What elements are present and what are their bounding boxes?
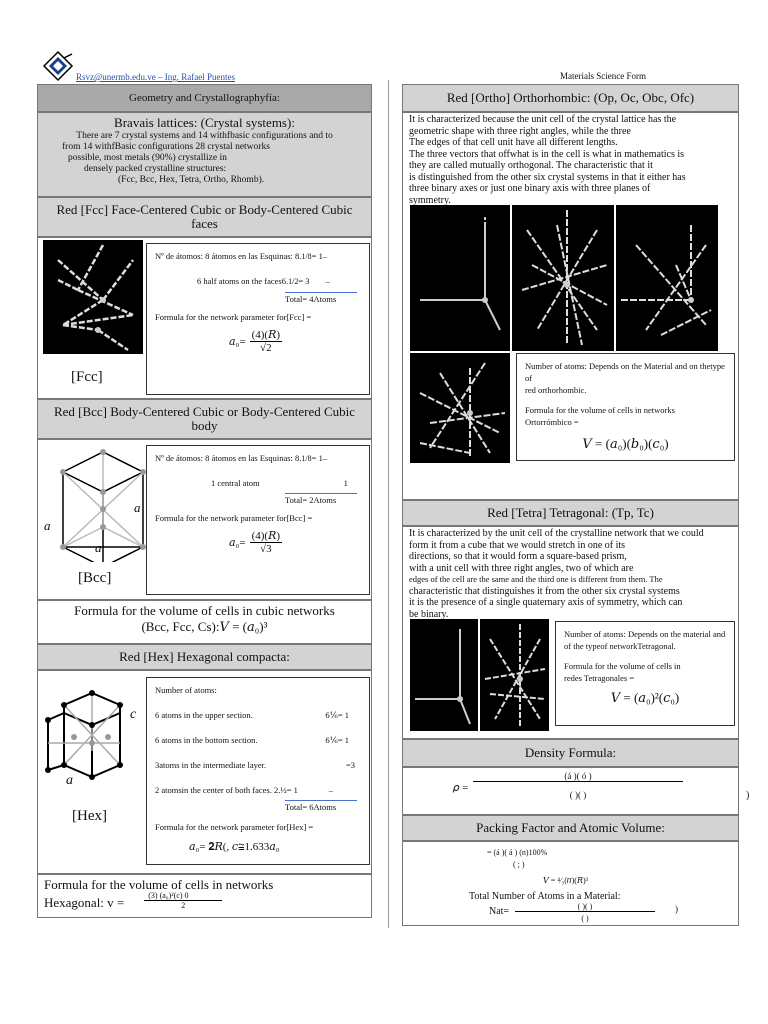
ortho-atoms-line: Number of atoms: Depends on the Material and on thetype of — [525, 361, 725, 383]
hex-row-1 — [155, 709, 361, 734]
hex-volume-panel — [37, 874, 372, 918]
ortho-formula-box — [516, 353, 735, 461]
bcc-title: Red [Bcc] Body-Centered Cubic or Body-Centered Cubic body — [53, 403, 356, 433]
ortho-line-3: The edges of that cell unit have all different lengths. — [409, 137, 618, 148]
density-paren: ) — [746, 790, 750, 801]
fcc-label: [Fcc] — [71, 369, 103, 385]
hex-volume-den: 2 — [181, 901, 186, 910]
fcc-panel — [37, 237, 372, 399]
geometry-section-title — [37, 84, 372, 112]
tetra-title: Red [Tetra] Tetragonal: (Tp, Tc) — [487, 504, 654, 520]
bcc-atoms-frac: 1/8 — [301, 454, 312, 463]
density-lhs: 𝜌 = — [453, 782, 469, 794]
tetra-line-3: directions, so that it would form a square-based prism, — [409, 551, 627, 562]
fcc-title-bar — [37, 197, 372, 237]
tetra-formula-box — [555, 621, 735, 726]
ortho-atoms-line2: red orthorhombic. — [525, 385, 587, 395]
tetra-vol-label: Formula for the volume of cells in — [564, 661, 681, 671]
hex-row-4 — [155, 784, 361, 798]
fcc-atoms-frac: 1/8 — [301, 252, 312, 261]
tetra-line-8: be binary. — [409, 608, 449, 620]
bcc-formula-num: (4)(𝑅) — [251, 530, 281, 542]
fcc-lattice-image — [43, 240, 143, 354]
bcc-total: Total= 2Atoms — [285, 495, 337, 505]
bravais-line-3: possible, most metals (90%) crystallize in — [68, 153, 227, 163]
geometry-title-text: Geometry and Crystallographyfía: — [129, 91, 280, 104]
hex-label: [Hex] — [72, 808, 107, 824]
tetra-image-1 — [410, 619, 478, 731]
ortho-title-bar — [402, 84, 739, 112]
bcc-fraction — [250, 530, 282, 555]
tetra-line-6: characteristic that distinguishes it from the other six crystal systems — [409, 585, 680, 597]
hex-volume-line1: Formula for the volume of cells in networks — [44, 877, 274, 892]
tetra-formula: 𝑉 = (𝑎₀)²(𝑐₀) — [610, 690, 680, 705]
ortho-line-2: geometric shape with three right angles, while the three — [409, 125, 631, 137]
logo-icon — [42, 50, 74, 82]
tetra-description — [403, 527, 738, 620]
ortho-vol-label: Formula for the volume of cells in networks — [525, 405, 675, 415]
fcc-formula-box — [146, 243, 370, 395]
tetra-panel — [402, 526, 739, 739]
packing-nat-bot: ( ) — [581, 914, 589, 923]
density-title: Density Formula: — [524, 744, 617, 760]
bcc-formula-lhs: 𝑎₀= — [229, 536, 246, 549]
packing-line2: 𝑉 = ⁴⁄₃(𝜋)(𝑅)³ — [543, 876, 589, 885]
hex-param-label: Formula for the network parameter for[Hex] = — [155, 822, 314, 832]
hex-row-0-text: Number of atoms: — [155, 685, 217, 695]
fcc-half-line: 6 half atoms on the faces6. — [197, 276, 289, 286]
hex-volume-line2: Hexagonal: v = — [44, 895, 125, 910]
bravais-title: Bravais lattices: (Crystal systems): — [114, 115, 295, 130]
fcc-half-frac: 1/2 — [288, 277, 299, 286]
hex-volume-num: (3) (a₀)²(c) 0 — [144, 891, 222, 901]
tetra-line-7: it is the presence of a single quaternary axis of symmetry, which can — [409, 597, 683, 608]
bcc-formula — [155, 530, 361, 555]
hex-title-bar — [37, 644, 372, 670]
hex-row-4-val: – — [328, 785, 333, 795]
hex-row-1-text: 6 atoms in the upper section. — [155, 710, 253, 720]
fcc-title: Red [Fcc] Face-Centered Cubic or Body-Centered Cubic faces — [56, 201, 353, 231]
packing-title: Packing Factor and Atomic Volume: — [476, 819, 665, 835]
fcc-atoms-eq: = 1– — [311, 251, 328, 261]
bcc-formula-box — [146, 445, 370, 595]
bravais-line-4: densely packed crystalline structures: — [84, 164, 227, 174]
hex-formula-box — [146, 677, 370, 865]
ortho-image-4 — [410, 353, 510, 463]
bravais-line-5: (Fcc, Bcc, Hex, Tetra, Ortho, Rhomb). — [118, 175, 265, 185]
hex-volume-fraction — [144, 891, 222, 910]
packing-nat-title: Total Number of Atoms in a Material: — [469, 891, 621, 902]
bcc-central-line: 1 central atom — [211, 478, 260, 488]
hex-title: Red [Hex] Hexagonal compacta: — [119, 648, 290, 664]
hex-row-4-text: 2 atomsin the center of both faces. 2.½= 1 — [155, 785, 298, 795]
density-panel — [402, 767, 739, 815]
ortho-line-5: they are called mutually orthogonal. The characteristic that it — [409, 160, 653, 171]
density-title-bar — [402, 739, 739, 767]
hex-row-0 — [155, 684, 361, 709]
cubic-volume-line2: (Bcc, Fcc, Cs):𝑉 = (𝑎₀)³ — [141, 619, 268, 634]
fcc-atoms-row — [155, 250, 361, 263]
tetra-line-4: with a unit cell with three right angles, two of which are — [409, 562, 634, 574]
fcc-total: Total= 4Atoms — [285, 294, 337, 304]
bcc-panel — [37, 439, 372, 600]
bcc-axis-a-left: a — [44, 518, 51, 533]
density-top: (á )( ó ) — [473, 771, 683, 782]
bcc-atoms-eq: = 1– — [311, 453, 328, 463]
hex-row-1-val: 6⅙= 1 — [325, 710, 349, 720]
ortho-title: Red [Ortho] Orthorhombic: (Op, Oc, Obc, Ofc) — [446, 89, 695, 105]
hex-row-2-text: 6 atoms in the bottom section. — [155, 735, 258, 745]
ortho-line-4: The three vectors that offwhat is in the cell is what in mathematics is — [409, 148, 685, 160]
ortho-description — [403, 113, 738, 206]
tetra-vol-label2: redes Tetragonales = — [564, 673, 635, 683]
tetra-line-1: It is characterized by the unit cell of the crystalline network that we could — [409, 528, 704, 539]
bcc-atoms-line: Nº de átomos: 8 átomos en las Esquinas: 8. — [155, 453, 302, 463]
hex-axis-a: a — [66, 773, 73, 788]
bcc-central-row — [155, 477, 361, 489]
hex-row-3-val: =3 — [345, 760, 355, 770]
bravais-line-2: from 14 withfBasic configurations 28 crystal networks — [62, 142, 270, 152]
hex-panel — [37, 670, 372, 874]
tetra-line-2: form it from a cube that we would stretch in one of its — [409, 539, 626, 551]
fcc-fraction — [250, 329, 282, 354]
hex-axis-c: c — [130, 707, 137, 722]
bcc-param-label: Formula for the network parameter for[Bcc] = — [155, 513, 313, 523]
cubic-volume-line1: Formula for the volume of cells in cubic networks — [74, 603, 335, 618]
fcc-formula-lhs: 𝑎₀= — [229, 335, 246, 348]
density-bottom: ( )( ) — [569, 790, 587, 800]
fcc-half-dash: – — [325, 276, 330, 286]
fcc-formula-den: √2 — [260, 342, 272, 354]
tetra-atoms-line2: of the typeof networkTetragonal. — [564, 641, 676, 651]
tetra-atoms-line: Number of atoms: Depends on the material and — [564, 629, 726, 639]
fcc-param-label: Formula for the network parameter for[Fcc] = — [155, 312, 312, 322]
fcc-atoms-line: Nº de átomos: 8 átomos en las Esquinas: 8. — [155, 251, 302, 261]
hex-lattice-image — [44, 685, 144, 795]
column-divider — [388, 80, 389, 928]
packing-line1: = (á )( á ) (n)100% — [487, 848, 548, 857]
form-title: Materials Science Form — [560, 71, 646, 81]
bravais-line-1: There are 7 crystal systems and 14 withfbasic configurations and to — [76, 131, 333, 141]
hex-row-2 — [155, 734, 361, 759]
hex-row-3 — [155, 759, 361, 784]
tetra-title-bar — [402, 500, 739, 526]
packing-nat-lhs: Nat= — [489, 906, 510, 917]
tetra-line-5: edges of the cell are the same and the third one is different from them. The — [409, 574, 663, 584]
ortho-line-1: It is characterized because the unit cell of the crystal lattice has the — [409, 114, 677, 125]
ortho-panel — [402, 112, 739, 500]
ortho-image-3 — [616, 205, 718, 351]
bcc-title-bar — [37, 399, 372, 439]
cubic-volume-panel — [37, 600, 372, 644]
ortho-line-8: symmetry. — [409, 194, 451, 206]
bcc-central-val: 1 — [343, 478, 348, 488]
ortho-image-2 — [512, 205, 614, 351]
hex-formula: 𝑎₀= 𝟐𝑅(, 𝑐≅1.633𝑎₀ — [189, 841, 280, 853]
ortho-line-7: three binary axes or just one binary axis with three planes of — [409, 183, 651, 194]
ortho-vol-label2: Ortorrómbico = — [525, 417, 579, 427]
ortho-formula: 𝑉 = (𝑎₀)(𝑏₀)(𝑐₀) — [582, 436, 669, 451]
hex-volume-row — [44, 891, 365, 911]
hex-total: Total= 6Atoms — [285, 802, 337, 812]
fcc-half-eq: = 3 — [298, 276, 310, 286]
ortho-image-1 — [410, 205, 510, 351]
packing-nat-top: ( )( ) — [515, 902, 655, 912]
fcc-half-row — [155, 275, 361, 288]
ortho-line-6: is distinguished from the other six crystal systems in that it either has — [409, 171, 686, 183]
packing-line1b: ( ; ) — [513, 860, 525, 869]
fcc-formula — [155, 329, 361, 354]
bravais-panel — [37, 112, 372, 197]
bcc-label: [Bcc] — [78, 570, 112, 586]
bcc-axis-a-right: a — [134, 500, 141, 515]
tetra-image-2 — [480, 619, 549, 731]
packing-panel — [402, 841, 739, 926]
hex-row-3-text: 3atoms in the intermediate layer. — [155, 760, 267, 770]
packing-nat-paren: ) — [675, 904, 678, 914]
bcc-atoms-row — [155, 452, 361, 465]
bcc-axis-a-bottom: a — [95, 540, 102, 555]
hex-row-2-val: 6⅙= 1 — [325, 735, 349, 745]
packing-title-bar — [402, 815, 739, 841]
bcc-formula-den: √3 — [260, 543, 272, 555]
author-email-link[interactable]: Rsvz@unermb.edu.ve – Ing. Rafael Puentes — [76, 72, 235, 82]
fcc-formula-num: (4)(𝑅) — [251, 329, 281, 341]
